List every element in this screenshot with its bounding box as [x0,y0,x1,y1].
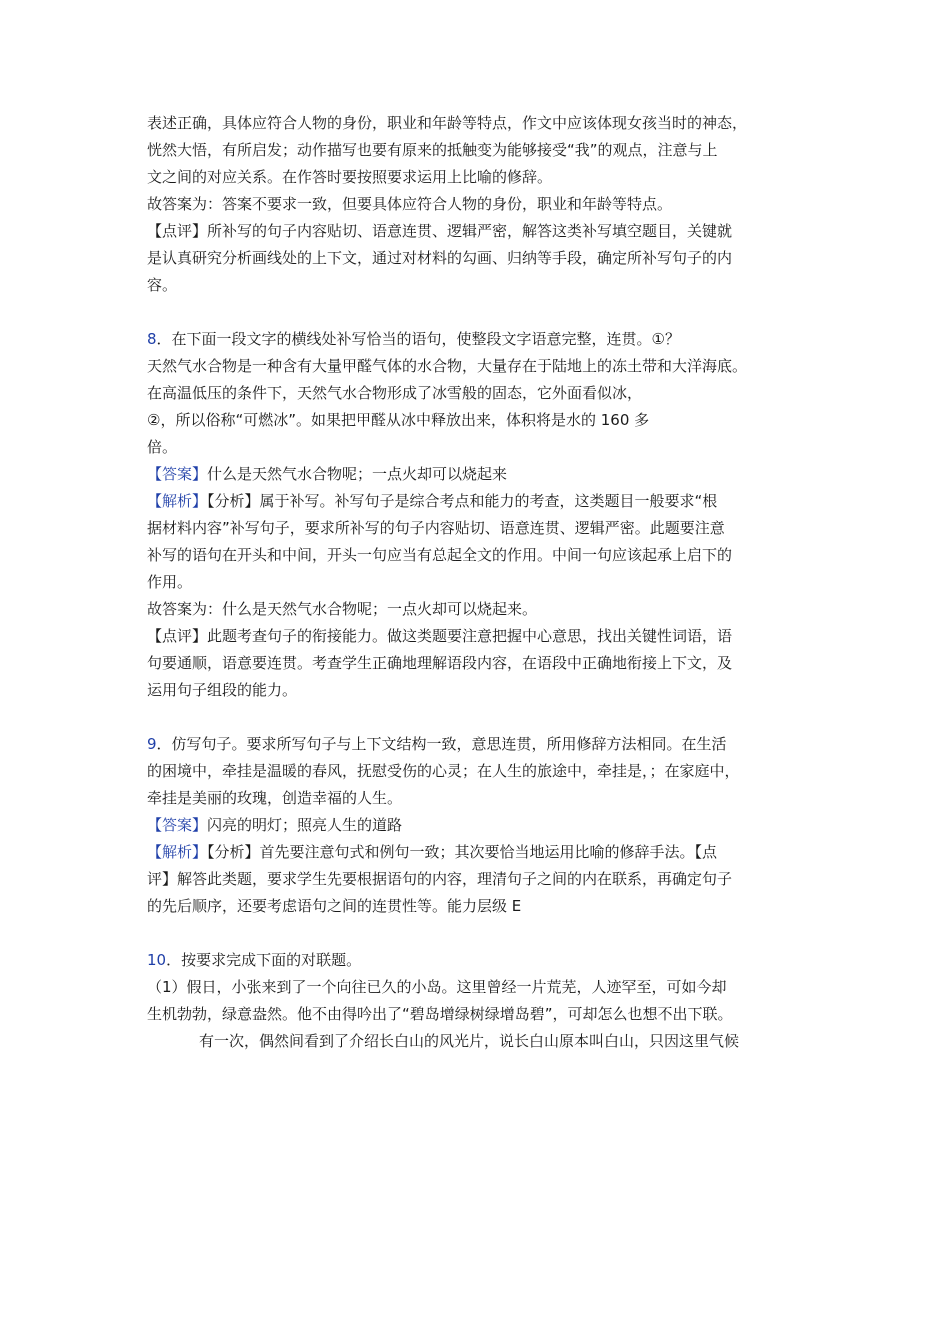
question-8-answer [147,461,817,488]
question-9-number: 9 [147,735,157,753]
question-8-analysis-line: 据材料内容”补写句子，要求所补写的句子内容贴切、语意连贯、逻辑严密。此题要注意 [147,519,725,537]
question-8-analysis-line: 补写的语句在开头和中间，开头一句应当有总起全文的作用。中间一句应该起承上启下的 [147,546,733,564]
analysis-text: 【分析】属于补写。补写句子是综合考点和能力的考查，这类题目一般要求“根 [207,492,718,510]
question-8-stem-text: ．在下面一段文字的横线处补写恰当的语句，使整段文字语意完整，连贯。①？ [156,330,680,348]
question-9-answer [147,812,817,839]
question-9-analysis-line: 的先后顺序，还要考虑语句之间的连贯性等。能力层级 E [147,897,522,915]
prev-comment-line: 容。 [147,276,178,294]
question-8-conclusion: 故答案为：什么是天然气水合物呢；一点火却可以烧起来。 [147,600,538,618]
question-10-stem [147,947,817,974]
question-10-stem-line: 生机勃勃，绿意盎然。他不由得吟出了“碧岛增绿树绿增岛碧”，可却怎么也想不出下联。 [147,1005,733,1023]
question-9-stem-text: ．仿写句子。要求所写句子与上下文结构一致，意思连贯，所用修辞方法相同。在生活 [156,735,727,753]
question-8-stem [147,326,817,353]
question-8-analysis-line: 作用。 [147,573,193,591]
question-8-stem-line: 在高温低压的条件下，天然气水合物形成了冰雪般的固态，它外面看似冰， [147,384,643,402]
answer-text: 闪亮的明灯；照亮人生的道路 [207,816,403,834]
analysis-text: 【分析】首先要注意句式和例句一致；其次要恰当地运用比喻的修辞手法。【点 [207,843,718,861]
question-8-stem-line: ②，所以俗称“可燃冰”。如果把甲醛从冰中释放出来，体积将是水的 160 多 [147,411,650,429]
question-9-stem-line: 的困境中，牵挂是温暖的春风，抚慰受伤的心灵；在人生的旅途中，牵挂是，；在家庭中， [147,762,740,780]
document-content [147,110,817,1055]
prev-comment-line: 是认真研究分析画线处的上下文，通过对材料的勾画、归纳等手段，确定所补写句子的内 [147,249,733,267]
question-10-passage-line: 有一次，偶然间看到了介绍长白山的风光片，说长白山原本叫白山，只因这里气候 [199,1032,740,1050]
answer-text: 什么是天然气水合物呢；一点火却可以烧起来 [207,465,508,483]
prev-explanation-line: 表述正确，具体应符合人物的身份，职业和年龄等特点，作文中应该体现女孩当时的神态， [147,114,748,132]
spacer [147,299,817,326]
analysis-tag: 【解析】 [147,492,208,510]
question-8-number: 8 [147,330,157,348]
answer-tag: 【答案】 [147,816,208,834]
answer-tag: 【答案】 [147,465,208,483]
question-8-stem-line: 倍。 [147,438,178,456]
question-8-analysis [147,488,817,515]
spacer [147,920,817,947]
question-8-comment-line: 句要通顺，语意要连贯。考查学生正确地理解语段内容，在语段中正确地衔接上下文，及 [147,654,733,672]
question-8-stem-line: 天然气水合物是一种含有大量甲醛气体的水合物，大量存在于陆地上的冻土带和大洋海底。 [147,357,748,375]
question-10-number: 10 [147,951,167,969]
question-8-comment-line: 【点评】此题考查句子的衔接能力。做这类题要注意把握中心意思，找出关键性词语，语 [147,627,733,645]
prev-explanation-line: 恍然大悟，有所启发；动作描写也要有原来的抵触变为能够接受“我”的观点，注意与上 [147,141,718,159]
question-9-stem [147,731,817,758]
prev-explanation-line: 文之间的对应关系。在作答时要按照要求运用上比喻的修辞。 [147,168,553,186]
question-9-analysis [147,839,817,866]
prev-comment-line: 【点评】所补写的句子内容贴切、语意连贯、逻辑严密，解答这类补写填空题目，关键就 [147,222,733,240]
question-9-analysis-line: 评】解答此类题，要求学生先要根据语句的内容，理清句子之间的内在联系，再确定句子 [147,870,733,888]
analysis-tag: 【解析】 [147,843,208,861]
question-10-stem-text: ．按要求完成下面的对联题。 [166,951,362,969]
spacer [147,704,817,731]
prev-conclusion: 故答案为：答案不要求一致，但要具体应符合人物的身份，职业和年龄等特点。 [147,195,673,213]
question-8-comment-line: 运用句子组段的能力。 [147,681,298,699]
question-9-stem-line: 牵挂是美丽的玫瑰，创造幸福的人生。 [147,789,403,807]
question-10-stem-line: （1）假日，小张来到了一个向往已久的小岛。这里曾经一片荒芜，人迹罕至，可如今却 [147,978,727,996]
